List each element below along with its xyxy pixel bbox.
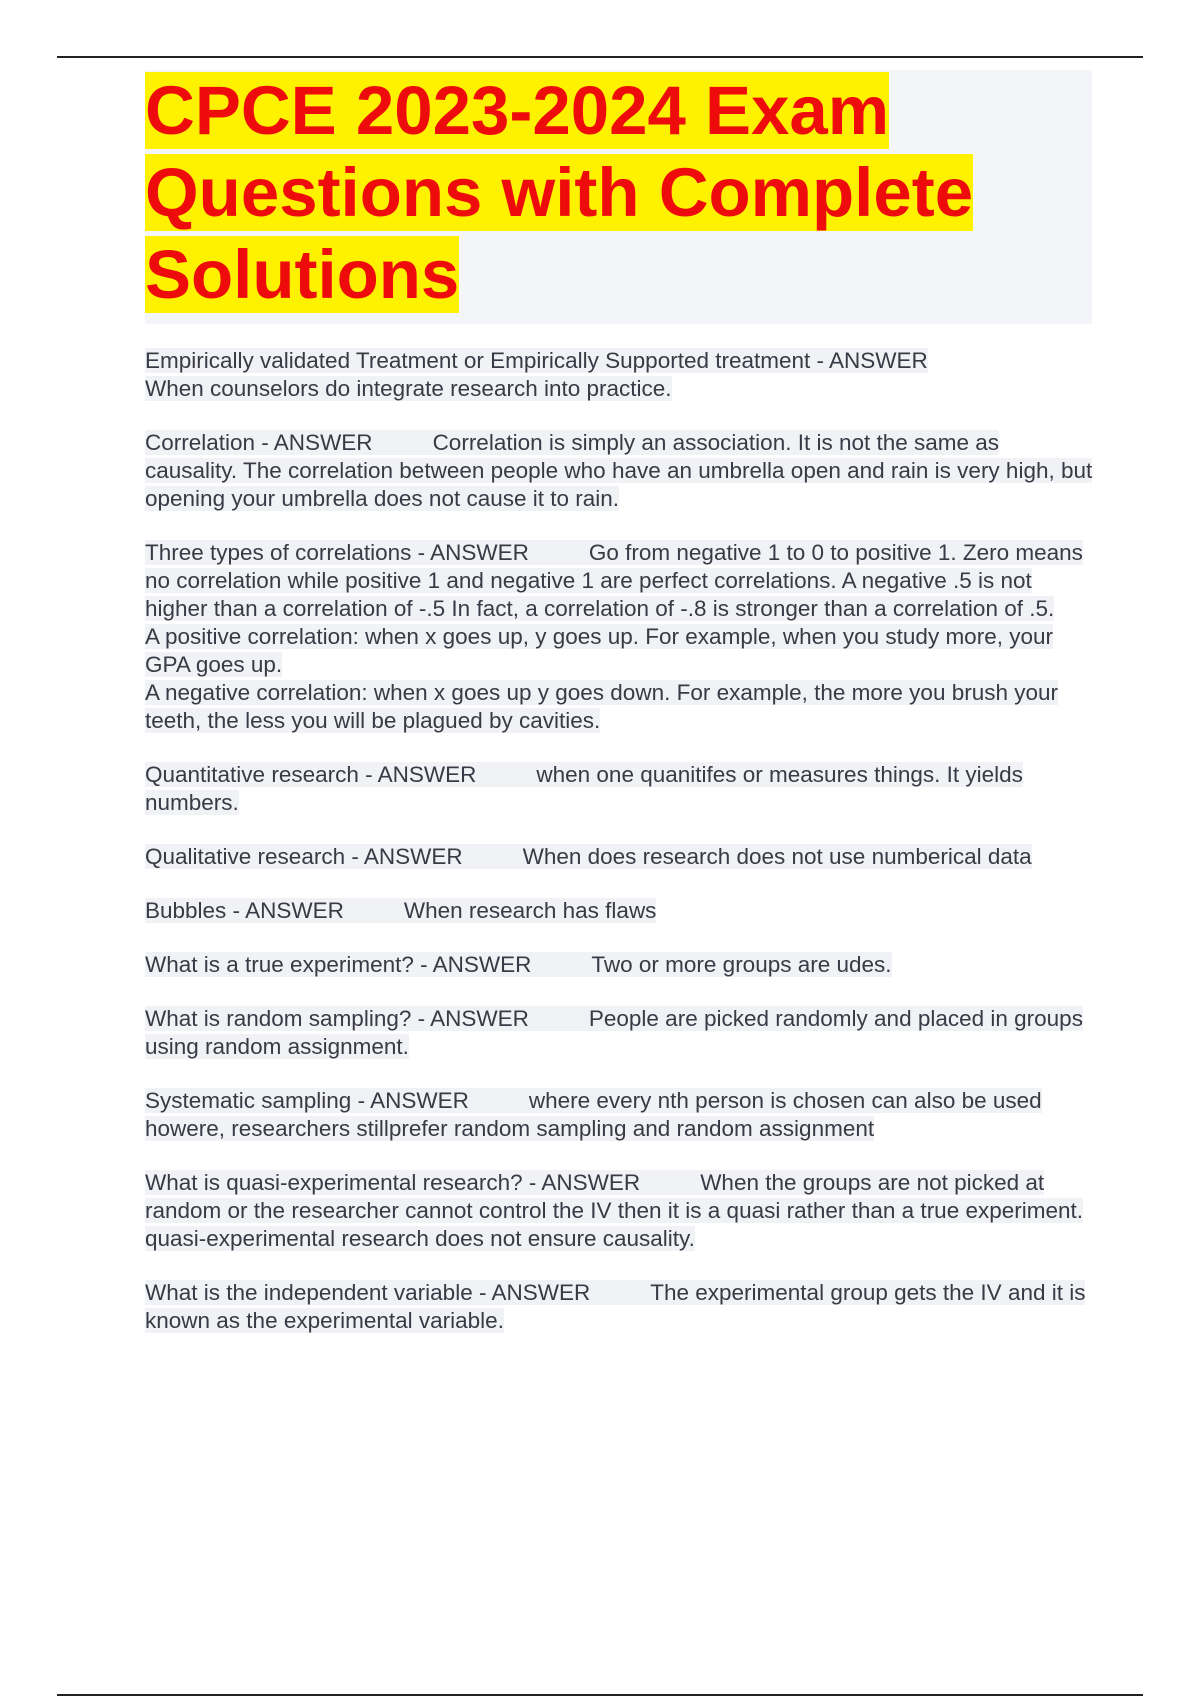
qa-answer: When the groups are not picked at random or the researcher cannot control the IV then it is a quasi rather than a true experiment. quasi-experimental research does not ensure causality. [145,1170,1084,1251]
qa-item-empirically-validated [145,347,1095,403]
qa-item-true-experiment [145,951,1095,979]
qa-answer: Two or more groups are udes. [591,952,892,977]
qa-answer: The experimental group gets the IV and it is known as the experimental variable. [145,1280,1086,1333]
qa-list [145,347,1095,1361]
qa-answer: Go from negative 1 to 0 to positive 1. Zero means no correlation while positive 1 and negative 1 are perfect correlations. A negative .5 is not higher than a correlation of -.5 In fact, a correlation of -.8 is stronger than a correlation of .5. [145,540,1083,621]
title-block [145,70,1092,324]
qa-extra: A negative correlation: when x goes up y goes down. For example, the more you brush your teeth, the less you will be plagued by cavities. [145,680,1059,733]
qa-extra: A positive correlation: when x goes up, y goes up. For example, when you study more, your GPA goes up. [145,624,1053,677]
qa-term: Correlation - ANSWER [145,430,373,455]
qa-term: Qualitative research - ANSWER [145,844,463,869]
qa-answer: When research has flaws [403,898,657,923]
qa-item-systematic-sampling [145,1087,1095,1143]
qa-term: Systematic sampling - ANSWER [145,1088,469,1113]
title-line-1: CPCE 2023-2024 Exam [145,72,890,149]
qa-term: What is the independent variable - ANSWER [145,1280,591,1305]
qa-item-quasi-experimental [145,1169,1095,1253]
qa-item-quantitative-research [145,761,1095,817]
qa-answer: where every nth person is chosen can also be used howere, researchers stillprefer random sampling and random assignment [145,1088,1042,1141]
qa-term: What is a true experiment? - ANSWER [145,952,532,977]
qa-answer: when one quanitifes or measures things. It yields numbers. [145,762,1023,815]
title-line-3: Solutions [145,236,460,313]
qa-term: Empirically validated Treatment or Empirically Supported treatment - ANSWER [145,348,928,373]
qa-term: Quantitative research - ANSWER [145,762,477,787]
qa-term: Three types of correlations - ANSWER [145,540,529,565]
qa-item-correlation [145,429,1095,513]
qa-term: What is quasi-experimental research? - ANSWER [145,1170,641,1195]
document-title [145,70,1092,316]
qa-item-three-types-correlations [145,539,1095,735]
qa-answer: Correlation is simply an association. It is not the same as causality. The correlation between people who have an umbrella open and rain is very high, but opening your umbrella does not cause it to rain. [145,430,1093,511]
qa-term: What is random sampling? - ANSWER [145,1006,529,1031]
qa-answer: When counselors do integrate research into practice. [145,376,672,401]
top-rule [57,56,1143,58]
qa-item-bubbles [145,897,1095,925]
qa-term: Bubbles - ANSWER [145,898,344,923]
qa-item-independent-variable [145,1279,1095,1335]
qa-item-random-sampling [145,1005,1095,1061]
title-line-2: Questions with Complete [145,154,974,231]
bottom-rule [57,1694,1143,1696]
qa-answer: When does research does not use numberical data [522,844,1032,869]
qa-item-qualitative-research [145,843,1095,871]
qa-answer: People are picked randomly and placed in groups using random assignment. [145,1006,1083,1059]
